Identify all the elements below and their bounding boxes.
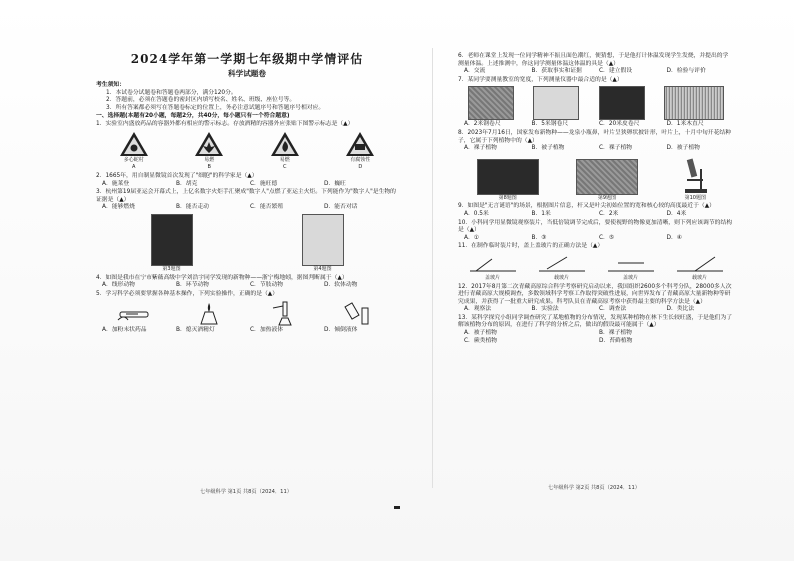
question-5: 5．学习科学必须要掌握各种基本操作，下列实验操作，正确的是（▲） — [96, 290, 279, 297]
q10-option-a: A．① — [464, 234, 479, 241]
left-page — [96, 44, 398, 484]
leather-tape-photo — [599, 86, 645, 120]
q8-figure — [477, 159, 539, 203]
question-1: 1．实验室内盛放药品的容器外都有相应的警示标志。存放酒精的容器外应张贴下图警示标志是（▲） — [96, 121, 354, 128]
q7-figures — [458, 86, 734, 120]
coverslip-diagram-b — [537, 253, 587, 275]
q12-options — [458, 306, 734, 314]
coverslip-label-d: 载玻片 — [691, 274, 707, 281]
q13-options — [458, 330, 734, 345]
question-7: 7．某同学要测量教室的宽度，下列测量仪器中最合适的是（▲） — [458, 76, 623, 83]
q10-options — [458, 235, 734, 243]
coverslip-diagram-d — [675, 253, 725, 275]
q3-option-a: A．能够燃烧 — [102, 204, 135, 211]
q7-option-d: D．1米木直尺 — [666, 121, 704, 128]
q8-options — [458, 145, 734, 153]
q4-options — [96, 282, 398, 290]
q11-figures — [458, 253, 734, 283]
coverslip-diagram-a — [468, 253, 518, 275]
biohazard-icon — [119, 131, 149, 157]
corrosive-icon — [345, 131, 375, 157]
question-13: 13．某科学探究小组同学调查研究了某地植物的分布情况，发现某种植物在林下生长较旺盛，于是他们为了解该植物分布的原因，在进行了科学的分析之后，做出的假设最可能属于（▲） — [458, 314, 733, 329]
coverslip-method-b — [537, 253, 587, 283]
q5-option-d: D．倾倒液体 — [324, 327, 358, 334]
right-page — [458, 52, 734, 492]
q8-option-a: A．裸子植物 — [464, 145, 497, 152]
q13-option-b: B．裸子植物 — [599, 330, 632, 337]
sign-c-letter: C — [283, 164, 287, 171]
q3-q4-figures — [96, 214, 398, 274]
q13-option-d: D．苔藓植物 — [599, 337, 633, 344]
q9-figure — [576, 159, 638, 203]
coverslip-diagram-c — [606, 253, 656, 275]
q10-figure — [675, 155, 715, 203]
warning-sign-d — [345, 131, 375, 172]
q4-figure — [302, 214, 344, 274]
q5-option-a: A．加粉末状药品 — [102, 327, 147, 334]
q9-option-b: B．1米 — [531, 210, 551, 217]
q10-figure-caption: 第10题图 — [684, 194, 706, 201]
warning-sign-a — [119, 131, 149, 172]
test-tube-powder-icon — [116, 300, 152, 326]
q2-options — [96, 181, 398, 189]
q6-options — [458, 68, 734, 76]
q8-figure-caption: 第8题图 — [498, 194, 517, 201]
steel-tape-5m-photo — [533, 86, 579, 120]
q6-option-c: C．建立假设 — [599, 68, 633, 75]
question-2: 2．1665年，用自制显微镜首次发现了"细胞"的科学家是（▲） — [96, 172, 258, 179]
q3-option-c: C．能否繁殖 — [250, 204, 284, 211]
sign-a-letter: A — [132, 164, 136, 171]
coverslip-label-c: 盖玻片 — [622, 274, 638, 281]
question-8: 8．2023年7月16日，国家发布新物种——龙泉小瓶鼻，叶片呈狭卵状披针形，叶片上，十月中旬开花结种子，它属于下列植物中的（▲） — [458, 129, 731, 144]
q2-option-d: D．巍旺 — [324, 180, 346, 187]
q5-figures — [96, 300, 398, 326]
center-mark — [394, 506, 400, 509]
wooden-ruler-photo — [664, 86, 724, 120]
q8-option-d: D．被子植物 — [666, 145, 700, 152]
q3-option-b: B．能否走动 — [176, 204, 209, 211]
q12-option-c: C．调查法 — [599, 306, 627, 313]
section-heading: 一、选择题(本题有20小题，每题2分，共40分，每小题只有一个符合题意) — [96, 112, 290, 119]
q5-option-b: B．熄灭酒精灯 — [176, 327, 215, 334]
microscope-icon — [675, 155, 715, 195]
q9-option-d: D．4米 — [666, 210, 687, 217]
earthworm-photo — [302, 214, 344, 266]
q6-option-a: A．交流 — [464, 68, 486, 75]
sign-d-letter: D — [358, 164, 363, 171]
q2-option-a: A．施莱登 — [102, 180, 130, 187]
question-9: 9．如图是"无言谜语"的场景，根据图片信息，杆又是叶尖初始位置的宽和核心较的高度最近于（▲） — [458, 203, 715, 210]
alcohol-lamp-icon — [191, 300, 227, 326]
warning-sign-b — [194, 131, 224, 172]
left-page-footer: 七年级科学 第1页 共8页（2024．11） — [200, 489, 292, 495]
q3-figure-caption: 第3题图 — [162, 265, 181, 272]
q7-option-a: A．2米钢卷尺 — [464, 121, 501, 128]
q12-option-d: D．类比法 — [666, 306, 695, 313]
question-6: 6．老师在课堂上发现一位同学精神不振且面色潮红，便猜想，于是他打计体温发现学生发烧，并提出的学测量体温。上述推测中，你这同学测量体温这体温的具是（▲） — [458, 53, 729, 67]
q10-option-c: C．⑤ — [599, 234, 615, 241]
q4-figure-caption: 第4题图 — [313, 265, 332, 272]
exam-subtitle: 科学试题卷 — [228, 68, 266, 78]
q4-option-c: C．节肢动物 — [250, 282, 284, 289]
q4-option-a: A．线形动物 — [102, 282, 135, 289]
question-10: 10．小科同学用显微镜观察装片，当低倍镜调节完成后，要使视野的物像更加清晰，则下列应该调节的结构是（▲） — [458, 219, 733, 234]
sign-b-letter: B — [207, 164, 211, 171]
q13-option-a: A．被子植物 — [464, 330, 497, 337]
q7-option-b: B．5米钢卷尺 — [531, 121, 569, 128]
notice-2: 2．答题前，必须在答题卷的密封区内填写校名、姓名、班级、座位号等。 — [106, 97, 296, 104]
q6-option-b: B．获取事实和证据 — [531, 68, 582, 75]
q3-option-d: D．能否对话 — [324, 204, 358, 211]
q3-options — [96, 204, 398, 212]
q2-option-c: C．施旺德 — [250, 180, 278, 187]
question-11: 11．在制作临时装片时，盖上盖玻片的正确方法是（▲） — [458, 243, 604, 250]
q9-options — [458, 211, 734, 219]
q9-figure-caption: 第9题图 — [597, 194, 617, 201]
q9-option-c: C．2米 — [599, 210, 619, 217]
q7-option-c: C．20米皮卷尺 — [599, 121, 640, 128]
page-divider — [432, 48, 433, 488]
steel-tape-2m-photo — [468, 86, 514, 120]
q1-figures — [96, 131, 398, 172]
right-page-footer: 七年级科学 第2页 共8页（2024．11） — [548, 485, 640, 491]
sign-b-caption: 易燃 — [204, 156, 215, 163]
q9-option-a: A．0.5米 — [464, 210, 489, 217]
question-4: 4．如图是我市在宁市紫薇高级中学刘浩宇同学发现的新物种——浙宁梅地蚓，据图判断属于（▲） — [96, 274, 348, 281]
coverslip-method-d — [675, 253, 725, 283]
explosive-icon — [194, 131, 224, 157]
q10-option-b: B．③ — [531, 234, 547, 241]
digital-torchbearer-photo — [151, 214, 193, 266]
q5-options — [96, 327, 398, 335]
people-photo — [576, 159, 638, 195]
q8-option-b: B．被子植物 — [531, 145, 565, 152]
q4-option-d: D．软体动物 — [324, 282, 358, 289]
q7-options — [458, 121, 734, 129]
question-12: 12．2017年8月第二次青藏高原综合科学考察研究启动以来，我国组织2600多个科考分队，28000多人次进行青藏高原大规模调查，多数领域科学考察工作取得突破性进展，向世界发布了青藏高原大量新物种等研究成果，并获得了一批重大研究成果。科考队员在青藏高原考察中获得最主要的科学方法是（▲） — [458, 283, 732, 305]
q13-option-c: C．蕨类植物 — [464, 337, 498, 344]
coverslip-method-c — [606, 253, 656, 283]
q8-option-c: C．裸子植物 — [599, 145, 633, 152]
q12-option-a: A．观察法 — [464, 306, 492, 313]
exam-title: 2024学年第一学期七年级期中学情评估 — [130, 52, 364, 66]
notice-3: 3．所有答案都必须写在答题卷标定的位置上，务必注意试题序号和答题序号相对应。 — [106, 104, 325, 111]
flammable-icon — [270, 131, 300, 157]
pouring-liquid-icon — [342, 300, 378, 326]
coverslip-method-a — [468, 253, 518, 283]
plant-photo — [477, 159, 539, 195]
sign-d-caption: 有腐蚀性 — [350, 156, 371, 163]
q6-option-d: D．检验与评价 — [666, 68, 706, 75]
q2-option-b: B．胡克 — [176, 180, 198, 187]
q4-option-b: B．环节动物 — [176, 282, 209, 289]
q12-option-b: B．实验法 — [531, 306, 559, 313]
coverslip-label-a: 盖玻片 — [484, 274, 500, 281]
notice-1: 1．本试卷分试题卷和答题卷两部分，满分120分。 — [106, 89, 237, 96]
q8-q10-figures — [458, 155, 734, 203]
q10-option-d: D．④ — [666, 234, 682, 241]
q5-option-c: C．加热液体 — [250, 327, 284, 334]
sign-a-caption: 多心蛇村 — [123, 156, 144, 163]
heating-liquid-icon — [267, 300, 303, 326]
sign-c-caption: 易燃 — [279, 156, 290, 163]
question-3: 3．杭州第19届亚运会开幕式上，上亿名数字火炬手汇聚成"数字人"点燃了亚运主火炬。下列能作为"数字人"是生物的证据是（▲） — [96, 189, 396, 203]
q3-figure — [151, 214, 193, 274]
warning-sign-c — [270, 131, 300, 172]
coverslip-label-b: 载玻片 — [553, 274, 569, 281]
notice-heading: 考生须知： — [96, 82, 125, 89]
